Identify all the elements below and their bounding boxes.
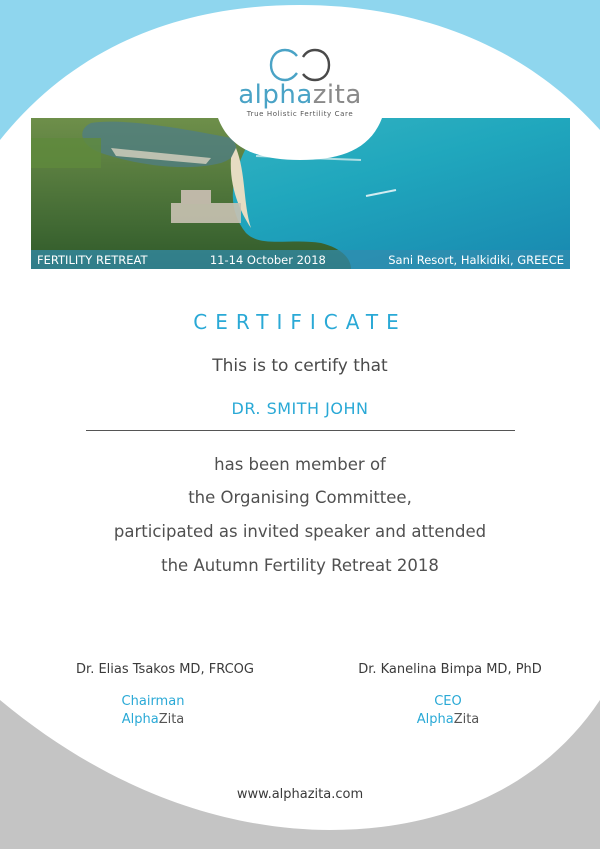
brand-wordmark: [0, 80, 600, 110]
website-link[interactable]: www.alphazita.com: [236, 787, 364, 802]
name-underline: [86, 430, 515, 431]
signatory-right-role: CEO: [434, 694, 462, 709]
certify-text: This is to certify that: [212, 356, 388, 376]
body-line-4: the Autumn Fertility Retreat 2018: [161, 556, 439, 575]
infinity-logo-icon: [269, 48, 331, 82]
banner-info-strip: [31, 250, 570, 269]
event-name: FERTILITY RETREAT: [37, 252, 148, 267]
signatory-right-org: AlphaZita: [416, 712, 480, 727]
signatory-left-org: AlphaZita: [121, 712, 185, 727]
signatory-right-name: Dr. Kanelina Bimpa MD, PhD: [358, 662, 542, 677]
brand-part2: zita: [312, 80, 362, 110]
event-location: Sani Resort, Halkidiki, GREECE: [388, 252, 564, 267]
recipient-name: DR. SMITH JOHN: [231, 399, 369, 418]
brand-part1: alpha: [238, 80, 313, 110]
brand-tagline: True Holistic Fertility Care: [246, 110, 354, 118]
body-line-1: has been member of: [214, 455, 386, 474]
bottom-wave-shape: [0, 700, 600, 849]
signatory-right-role-block: [398, 693, 498, 729]
event-dates: 11-14 October 2018: [209, 252, 326, 267]
signatory-left-role-block: [103, 693, 203, 729]
signatory-left-name: Dr. Elias Tsakos MD, FRCOG: [76, 662, 254, 677]
body-line-2: the Organising Committee,: [188, 488, 412, 507]
certificate-title: CERTIFICATE: [193, 310, 407, 334]
body-line-3: participated as invited speaker and attended: [113, 522, 487, 541]
signatory-left-role: Chairman: [121, 694, 185, 709]
logo: [0, 48, 600, 118]
